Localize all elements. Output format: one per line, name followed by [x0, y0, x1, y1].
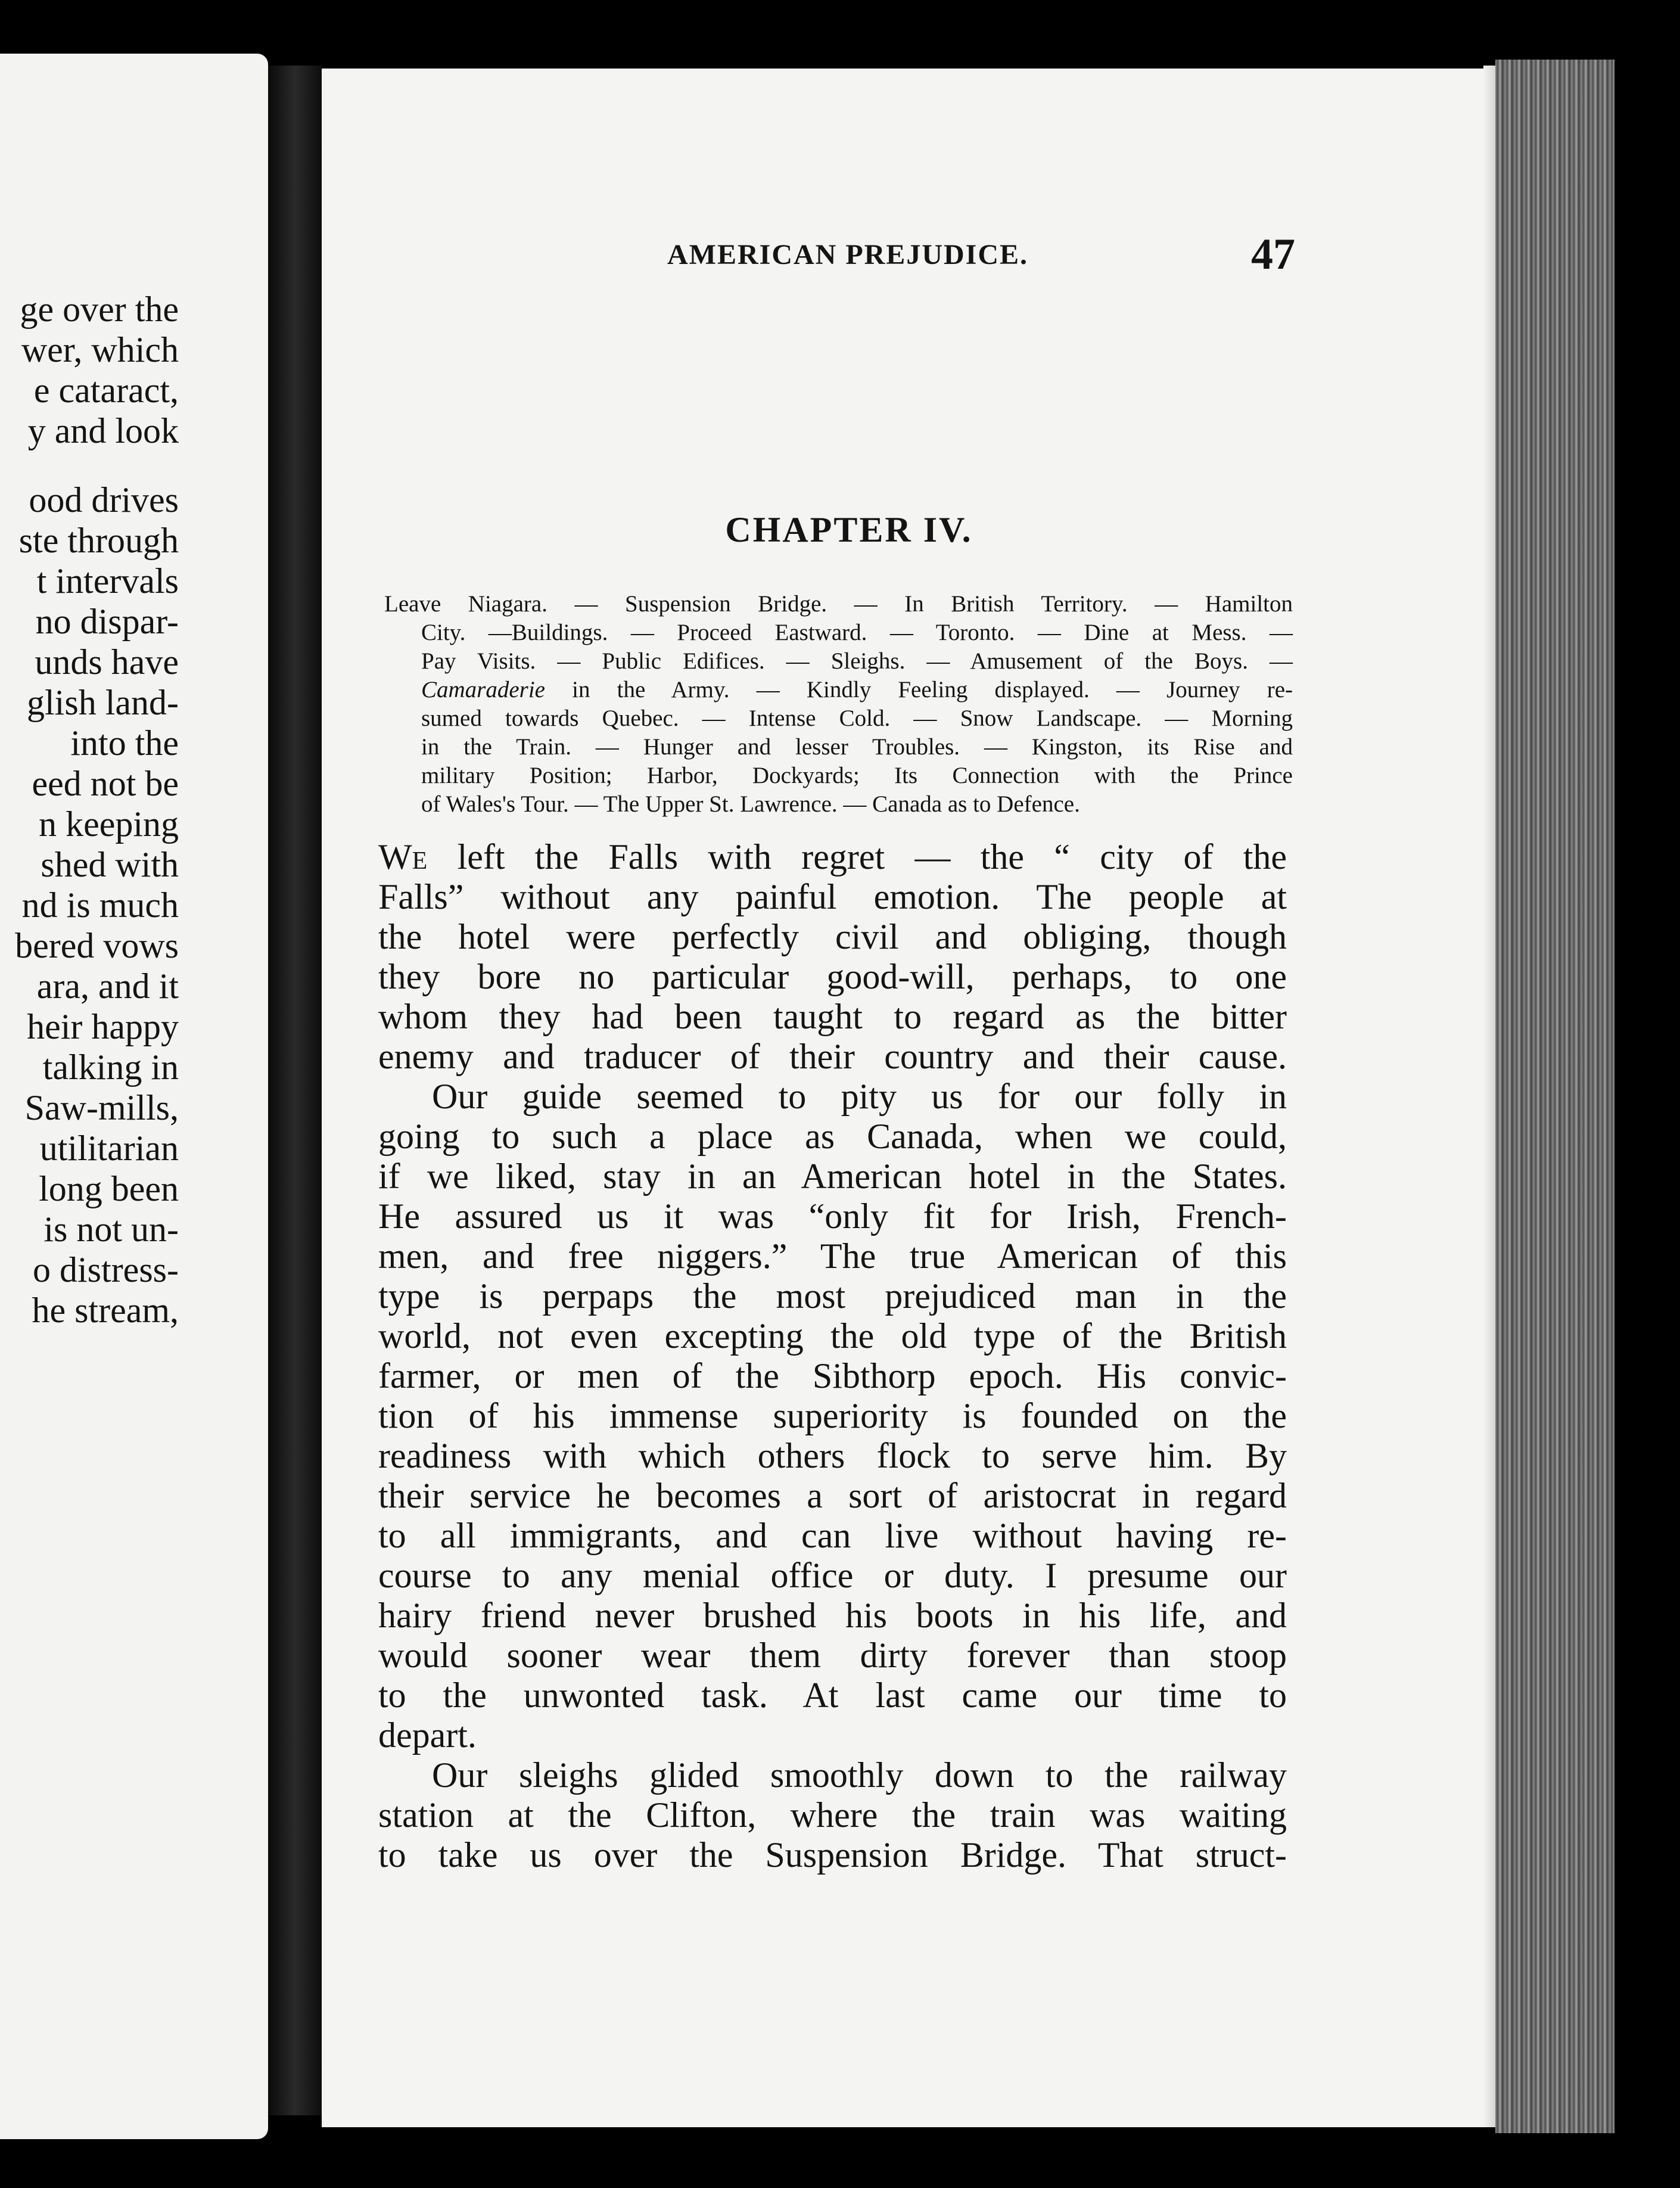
- left-line: Saw-mills,: [24, 1088, 179, 1127]
- left-line: ste through: [18, 521, 179, 560]
- summary-line: City. —Buildings. — Proceed Eastward. — Toronto. — Dine at Mess. —: [421, 620, 1293, 645]
- body-line: the hotel were perfectly civil and obliging, though: [378, 917, 1287, 956]
- left-line: ara, and it: [36, 966, 179, 1006]
- chapter-title: CHAPTER IV.: [725, 510, 973, 549]
- running-head: AMERICAN PREJUDICE.: [667, 239, 1029, 271]
- left-line: ge over the: [20, 290, 179, 329]
- body-line: He assured us it was “only fit for Irish, French-: [378, 1196, 1287, 1236]
- summary-line: in the Train. — Hunger and lesser Troubles. — Kingston, its Rise and: [421, 734, 1293, 760]
- left-page: [0, 54, 268, 2139]
- left-line: heir happy: [27, 1007, 179, 1046]
- body-line: course to any menial office or duty. I presume our: [378, 1556, 1287, 1595]
- body-line: to the unwonted task. At last came our time to: [378, 1676, 1287, 1715]
- body-line: tion of his immense superiority is founded on the: [378, 1396, 1287, 1435]
- body-line: station at the Clifton, where the train was waiting: [378, 1795, 1287, 1835]
- left-line: glish land-: [27, 683, 179, 722]
- body-line: Our sleighs glided smoothly down to the railway: [432, 1755, 1287, 1795]
- body-text-run: left the Falls with regret — the “ city of the: [427, 837, 1287, 877]
- body-line: men, and free niggers.” The true American of this: [378, 1236, 1287, 1276]
- left-line: o distress-: [33, 1250, 179, 1289]
- left-line: t intervals: [36, 561, 179, 601]
- summary-line: sumed towards Quebec. — Intense Cold. — Snow Landscape. — Morning: [421, 705, 1293, 731]
- body-line: [378, 837, 1287, 877]
- left-page-text: [0, 289, 179, 1331]
- summary-italic: Camaraderie: [421, 677, 545, 703]
- body-line: hairy friend never brushed his boots in his life, and: [378, 1596, 1287, 1635]
- left-line: y and look: [27, 411, 179, 450]
- body-line: if we liked, stay in an American hotel in the States.: [378, 1157, 1287, 1196]
- left-line: shed with: [41, 845, 179, 884]
- body-line: world, not even excepting the old type of the British: [378, 1316, 1287, 1356]
- page-number: 47: [1251, 230, 1295, 279]
- body-text: [378, 837, 1287, 1875]
- page-edge-stack: [1495, 60, 1614, 2133]
- left-line: nd is much: [21, 885, 179, 925]
- left-line: e cataract,: [33, 371, 179, 410]
- chapter-summary: [384, 590, 1293, 819]
- drop-word: We: [378, 837, 428, 877]
- left-line: utilitarian: [39, 1129, 179, 1168]
- left-line: long been: [39, 1169, 179, 1208]
- left-line: unds have: [35, 642, 179, 682]
- body-line: readiness with which others flock to serve him. By: [378, 1436, 1287, 1475]
- left-line: into the: [70, 723, 179, 763]
- body-line: type is perpaps the most prejudiced man in the: [378, 1276, 1287, 1316]
- body-line: would sooner wear them dirty forever than stoop: [378, 1636, 1287, 1675]
- body-line: their service he becomes a sort of aristocrat in regard: [378, 1476, 1287, 1515]
- left-line: eed not be: [32, 764, 179, 803]
- body-line: Our guide seemed to pity us for our folly in: [432, 1077, 1287, 1116]
- summary-line: [384, 676, 1293, 704]
- body-line: Falls” without any painful emotion. The people at: [378, 877, 1287, 916]
- body-line: depart.: [378, 1715, 477, 1755]
- left-line: no dispar-: [35, 602, 179, 641]
- summary-line: Leave Niagara. — Suspension Bridge. — In British Territory. — Hamilton: [384, 591, 1293, 617]
- book-gutter: [268, 66, 322, 2115]
- left-line: n keeping: [39, 804, 179, 844]
- left-gap: [0, 451, 179, 480]
- left-line: talking in: [42, 1048, 179, 1087]
- left-line: is not un-: [43, 1210, 179, 1249]
- left-line: wer, which: [21, 330, 179, 369]
- body-line: whom they had been taught to regard as the bitter: [378, 997, 1287, 1036]
- body-line: farmer, or men of the Sibthorp epoch. His convic-: [378, 1356, 1287, 1396]
- left-line: ood drives: [29, 480, 179, 520]
- left-line: bered vows: [15, 926, 179, 965]
- summary-line: military Position; Harbor, Dockyards; Its Connection with the Prince: [421, 763, 1293, 788]
- body-line: they bore no particular good-will, perhaps, to one: [378, 957, 1287, 996]
- body-line: going to such a place as Canada, when we could,: [378, 1117, 1287, 1156]
- summary-text: in the Army. — Kindly Feeling displayed. — Journey re-: [545, 677, 1293, 703]
- body-line: enemy and traducer of their country and their cause.: [378, 1037, 1287, 1076]
- left-line: he stream,: [32, 1291, 179, 1330]
- body-line: to take us over the Suspension Bridge. That struct-: [378, 1835, 1287, 1875]
- body-line: to all immigrants, and can live without having re-: [378, 1516, 1287, 1555]
- summary-line: of Wales's Tour. — The Upper St. Lawrence. — Canada as to Defence.: [421, 791, 1080, 817]
- summary-line: Pay Visits. — Public Edifices. — Sleighs. — Amusement of the Boys. —: [421, 648, 1293, 674]
